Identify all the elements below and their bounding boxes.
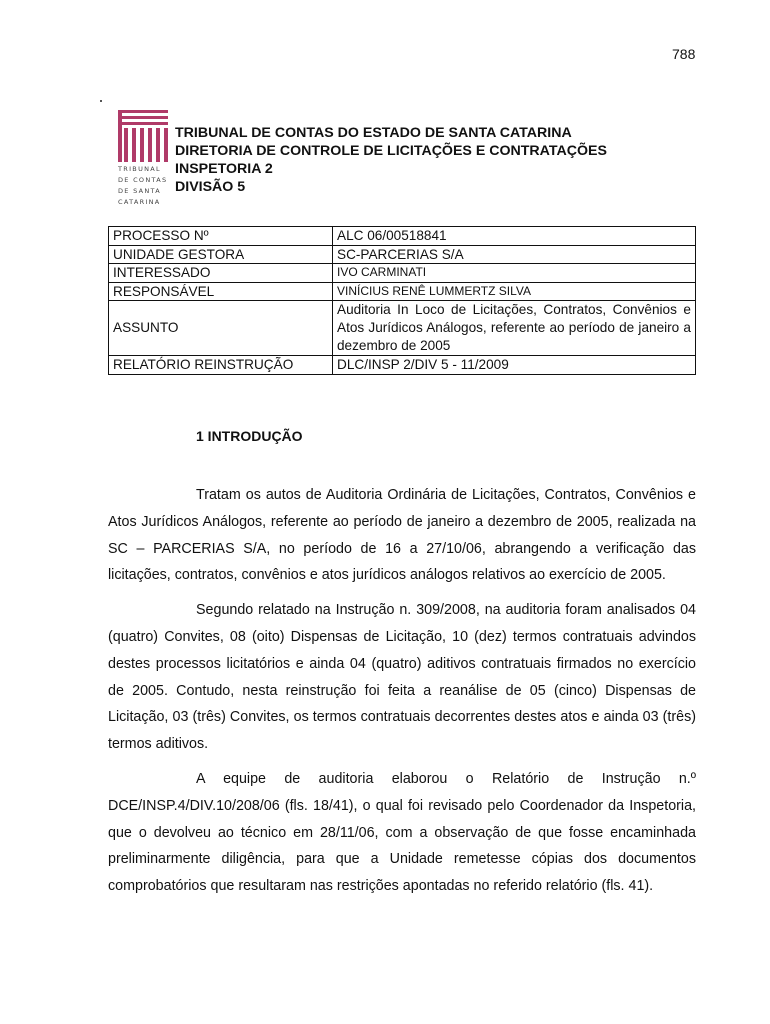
table-row (109, 245, 696, 264)
row-label: INTERESSADO (109, 264, 333, 283)
tce-logo (110, 110, 168, 208)
page-number: 788 (672, 46, 696, 62)
row-value: IVO CARMINATI (333, 264, 696, 283)
row-label: UNIDADE GESTORA (109, 245, 333, 264)
row-value: DLC/INSP 2/DIV 5 - 11/2009 (333, 356, 696, 375)
table-row (109, 282, 696, 301)
header-line-diretoria: DIRETORIA DE CONTROLE DE LICITAÇÕES E CONTRATAÇÕES (175, 143, 607, 159)
row-label: ASSUNTO (109, 301, 333, 356)
table-row (109, 356, 696, 375)
process-info-table (108, 226, 696, 375)
logo-text-line: CATARINA (118, 198, 161, 206)
row-label: PROCESSO Nº (109, 227, 333, 246)
row-value: Auditoria In Loco de Licitações, Contratos, Convênios e Atos Jurídicos Análogos, referente ao período de janeiro a dezembro de 2005 (333, 301, 696, 356)
body-text (108, 482, 696, 908)
row-label: RELATÓRIO REINSTRUÇÃO (109, 356, 333, 375)
paragraph: Segundo relatado na Instrução n. 309/2008, na auditoria foram analisados 04 (quatro) Convites, 08 (oito) Dispensas de Licitação, 10 (dez) termos contratuais advindos destes processos licitatórios e ainda 04 (quatro) aditivos contratuais firmados no exercício de 2005. Contudo, nesta reinstrução foi feita a reanálise de 05 (cinco) Dispensas de Licitação, 03 (três) Convites, os termos contratuais decorrentes destes atos e ainda 03 (três) termos aditivos. (108, 602, 696, 753)
row-value: SC-PARCERIAS S/A (333, 245, 696, 264)
logo-text-line: TRIBUNAL (118, 165, 161, 173)
table-row (109, 301, 696, 356)
logo-text (118, 164, 170, 208)
stray-dot (100, 100, 102, 102)
row-value: ALC 06/00518841 (333, 227, 696, 246)
table-row (109, 264, 696, 283)
table-row (109, 227, 696, 246)
row-value: VINÍCIUS RENÊ LUMMERTZ SILVA (333, 282, 696, 301)
header-line-inspetoria: INSPETORIA 2 (175, 161, 273, 177)
paragraph: A equipe de auditoria elaborou o Relatório de Instrução n.º DCE/INSP.4/DIV.10/208/06 (fls. 18/41), o qual foi revisado pelo Coordenador da Inspetoria, que o devolveu ao técnico em 28/11/06, com a observação de que fosse encaminhada preliminarmente diligência, para que a Unidade remetesse cópias dos documentos comprobatórios que resultaram nas restrições apontadas no referido relatório (fls. 41). (108, 770, 696, 895)
header-line-tribunal: TRIBUNAL DE CONTAS DO ESTADO DE SANTA CATARINA (175, 125, 572, 141)
row-label: RESPONSÁVEL (109, 282, 333, 301)
header-line-divisao: DIVISÃO 5 (175, 179, 246, 195)
logo-text-line: DE CONTAS (118, 176, 168, 184)
logo-emblem-icon (110, 110, 168, 162)
paragraph: Tratam os autos de Auditoria Ordinária de Licitações, Contratos, Convênios e Atos Jurídicos Análogos, referente ao período de janeiro a dezembro de 2005, realizada na SC – PARCERIAS S/A, no período de 16 a 27/10/06, abrangendo a verificação das licitações, contratos, convênios e atos jurídicos análogos relativos ao exercício de 2005. (108, 487, 696, 584)
logo-text-line: DE SANTA (118, 187, 162, 195)
section-title: 1 INTRODUÇÃO (196, 428, 303, 444)
document-header (175, 124, 607, 196)
